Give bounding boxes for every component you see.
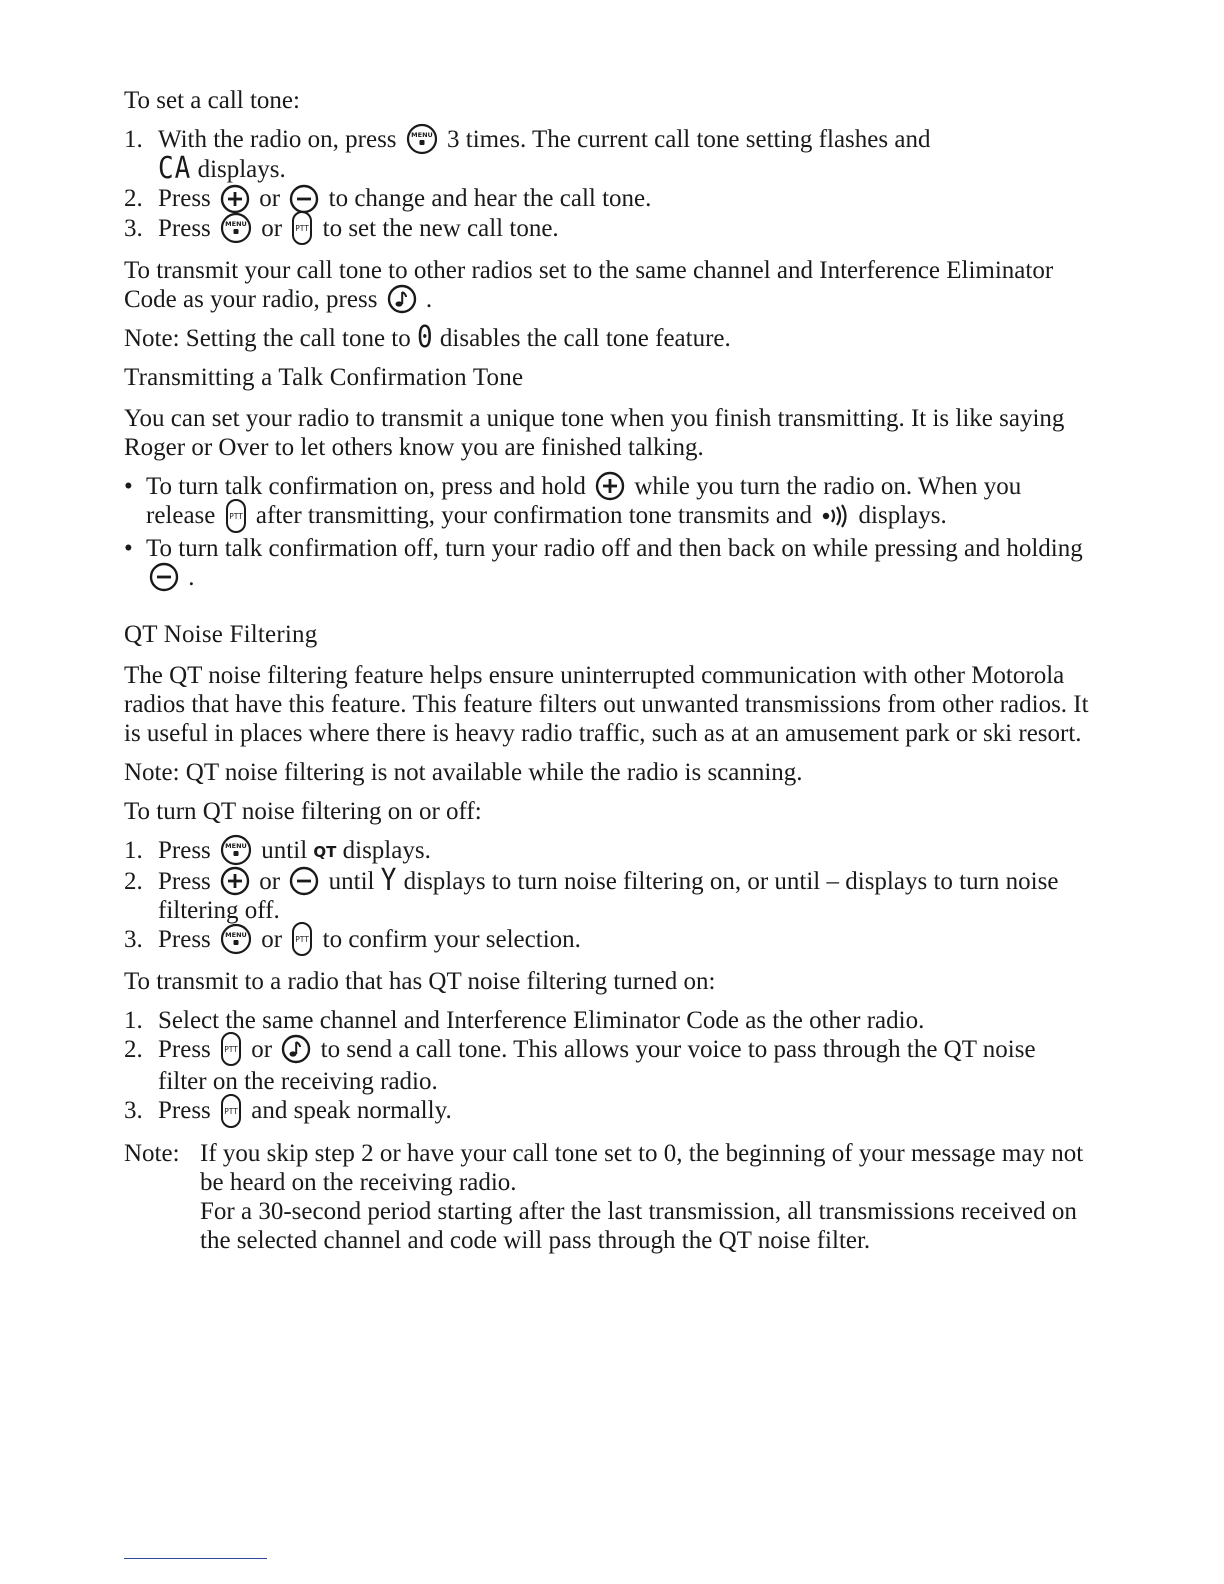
step-number: 3. [124, 214, 143, 242]
note-text: QT noise filtering is not available while the radio is scanning. [185, 758, 803, 786]
list-item [124, 1035, 1089, 1096]
menu-label: MENU [410, 131, 433, 140]
qt-display-icon: QT [313, 842, 337, 861]
ptt-button-icon [291, 921, 313, 957]
ptt-label: PTT [295, 223, 310, 233]
step-number: 2. [124, 1036, 143, 1064]
qt-transmit-intro: To transmit to a radio that has QT noise filtering turned on: [124, 968, 716, 996]
step-number: 2. [124, 185, 143, 213]
menu-button-icon [220, 834, 252, 866]
list-item [124, 925, 1089, 957]
minus-button-icon [149, 562, 179, 592]
list-item [124, 214, 1089, 246]
qt-final-note [124, 1139, 1089, 1255]
talk-confirmation-bullets [124, 472, 1089, 592]
paragraph-text: To transmit your call tone to other radios set to the same channel and Interference Eliminator Code as your radio, press [124, 256, 1054, 313]
step-text: With the radio on, press [158, 126, 397, 153]
bullet-icon: • [124, 473, 133, 501]
step-number: 1. [124, 836, 143, 864]
plus-button-icon [220, 866, 250, 896]
list-item [124, 534, 1089, 592]
note-label: Note: [124, 325, 180, 353]
zero-display-icon: 0 [417, 320, 434, 356]
step-text: or [251, 1036, 273, 1064]
list-item [124, 125, 1089, 187]
bullet-text: To turn talk confirmation off, turn your radio off and then back on while pressing and holding [146, 534, 1083, 562]
note-text: If you skip step 2 or have your call tone set to 0, the beginning of your message may not be heard on the receiving radio. [200, 1139, 1084, 1196]
list-item [124, 184, 1089, 213]
step-number: 1. [124, 1007, 143, 1035]
step-text: Press [158, 185, 211, 213]
bullet-icon: • [124, 534, 133, 562]
step-text: to change and hear the call tone. [328, 185, 652, 213]
step-text: Press [158, 836, 211, 864]
note-label: Note: [124, 758, 180, 786]
menu-button-icon [220, 923, 252, 955]
step-text: until [261, 836, 308, 864]
step-number: 3. [124, 1097, 143, 1125]
menu-label: MENU [225, 842, 247, 851]
footer-rule [124, 1558, 267, 1559]
bullet-text: after transmitting, your confirmation tone transmits and [255, 502, 813, 530]
note-text: disables the call tone feature. [439, 325, 731, 353]
list-item [124, 1096, 1089, 1128]
step-text: or [261, 925, 283, 953]
qt-turn-intro: To turn QT noise filtering on or off: [124, 797, 482, 825]
step-text: or [259, 867, 281, 895]
call-tone-button-icon [281, 1034, 311, 1064]
note-text: Setting the call tone to [185, 325, 411, 353]
step-text: Select the same channel and Interference Eliminator Code as the other radio. [158, 1007, 925, 1035]
talk-confirm-indicator-icon [821, 504, 849, 528]
step-text: Press [158, 1097, 211, 1125]
ptt-label: PTT [224, 1045, 238, 1055]
step-text: Press [158, 1036, 211, 1064]
list-item [124, 472, 1089, 534]
bullet-text: while you turn the radio on. When you release [146, 473, 1022, 530]
ptt-label: PTT [228, 511, 243, 521]
transmit-call-tone-paragraph [124, 256, 1089, 314]
step-number: 1. [124, 126, 143, 153]
section-spacer [124, 602, 1089, 620]
ptt-button-icon [220, 1031, 242, 1067]
bullet-text: displays. [858, 502, 947, 530]
step-text: displays. [197, 156, 286, 184]
yes-display-icon: Y [380, 863, 398, 898]
step-text: to set the new call tone. [322, 214, 559, 242]
step-text: Press [158, 867, 211, 895]
step-number: 3. [124, 925, 143, 953]
page-content [124, 86, 1089, 1265]
call-tone-intro: To set a call tone: [124, 87, 300, 114]
step-text: 3 times. The current call tone setting flashes and [447, 126, 931, 153]
menu-label: MENU [225, 931, 247, 940]
qt-note [124, 758, 1089, 787]
step-text: or [259, 185, 281, 213]
step-text: Press [158, 214, 211, 242]
step-number: 2. [124, 867, 143, 895]
note-label: Note: [124, 1139, 180, 1167]
talk-confirmation-heading: Transmitting a Talk Confirmation Tone [124, 364, 524, 392]
menu-label: MENU [225, 219, 247, 228]
step-text: to send a call tone. This allows your voice to pass through the QT noise filter on the receiving radio. [158, 1036, 1036, 1096]
step-text: displays to turn noise filtering on, or until – displays to turn noise filtering off. [158, 867, 1059, 924]
call-tone-button-icon [387, 284, 417, 314]
list-item [124, 863, 1089, 925]
minus-button-icon [289, 866, 319, 896]
note-text: For a 30-second period starting after the last transmission, all transmissions received on the selected channel and code will pass through the QT noise filter. [200, 1197, 1077, 1254]
step-text: until [328, 867, 375, 895]
ptt-label: PTT [295, 935, 310, 945]
list-item [124, 1006, 1089, 1035]
step-text: Press [158, 925, 211, 953]
ptt-button-icon [220, 1093, 242, 1129]
talk-confirmation-paragraph: You can set your radio to transmit a unique tone when you finish transmitting. It is like saying Roger or Over to let others know you are finished talking. [124, 405, 1065, 462]
plus-button-icon [595, 471, 625, 501]
step-text: and speak normally. [251, 1097, 452, 1125]
qt-noise-filtering-heading: QT Noise Filtering [124, 620, 318, 648]
qt-turn-steps [124, 836, 1089, 957]
qt-transmit-steps [124, 1006, 1089, 1129]
list-item [124, 836, 1089, 867]
call-tone-steps [124, 125, 1089, 246]
paragraph-text: . [425, 285, 433, 313]
step-text: to confirm your selection. [322, 925, 581, 953]
menu-button-icon [220, 212, 252, 244]
step-text: or [261, 214, 283, 242]
bullet-text: . [188, 563, 195, 591]
bullet-text: To turn talk confirmation on, press and hold [146, 473, 586, 501]
call-tone-display-icon: CA [158, 151, 192, 187]
plus-button-icon [220, 184, 250, 214]
call-tone-note [124, 320, 1089, 356]
ptt-button-icon [291, 210, 313, 246]
ptt-button-icon [225, 498, 247, 534]
step-text: displays. [342, 836, 431, 864]
qt-paragraph: The QT noise filtering feature helps ensure uninterrupted communication with other Motorola radios that have this feature. This feature filters out unwanted transmissions from other radios. It is useful in places where there is heavy radio traffic, such as at an amusement park or ski resort. [124, 661, 1089, 747]
ptt-label: PTT [224, 1106, 238, 1116]
menu-button-icon [406, 123, 438, 155]
